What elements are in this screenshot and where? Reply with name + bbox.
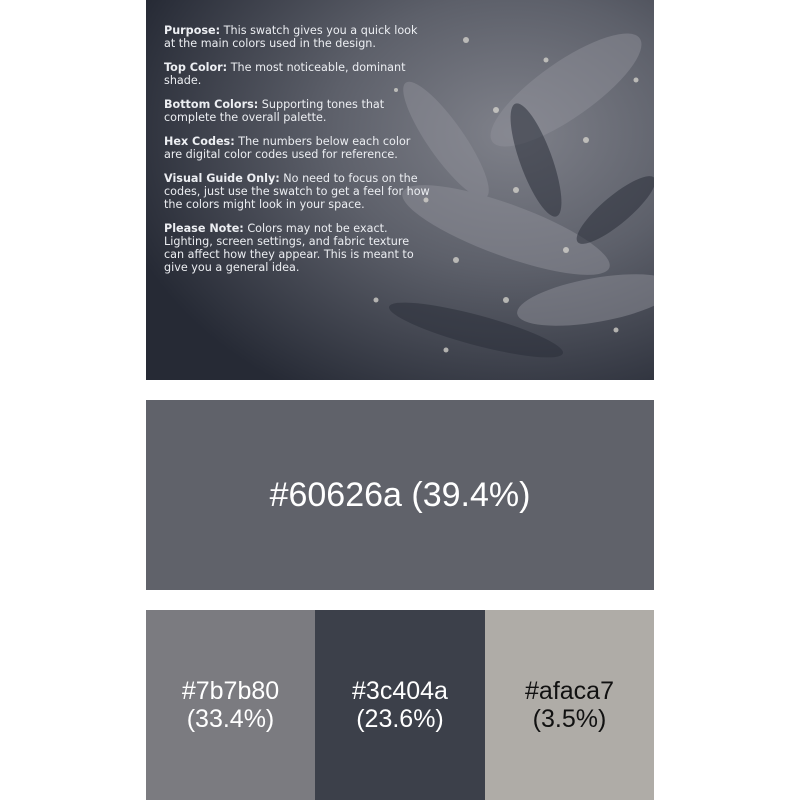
rug-texture-panel [146, 0, 654, 380]
note-purpose: Purpose: This swatch gives you a quick look at the main colors used in the design. [164, 24, 418, 50]
color-code: #afaca7 [525, 677, 614, 705]
note-hex-codes: Hex Codes: The numbers below each color are digital color codes used for reference. [164, 135, 411, 161]
color-percent: (3.5%) [532, 705, 607, 733]
swatch-info-notes [164, 24, 432, 285]
bottom-color-swatch-2 [315, 610, 485, 800]
color-percent: (23.6%) [356, 705, 444, 733]
color-percent: (33.4%) [186, 705, 275, 733]
note-top-color: Top Color: The most noticeable, dominant shade. [164, 61, 406, 87]
bottom-color-swatch-3 [485, 610, 654, 800]
note-bottom-colors: Bottom Colors: Supporting tones that complete the overall palette. [164, 98, 385, 124]
top-color-label: #60626a (39.4%) [269, 475, 531, 514]
top-color-swatch [146, 400, 654, 590]
note-visual-guide: Visual Guide Only: No need to focus on the codes, just use the swatch to get a feel for how the colors might look in your space. [164, 172, 430, 211]
bottom-color-swatch-1 [146, 610, 315, 800]
note-please-note: Please Note: Colors may not be exact. Lighting, screen settings, and fabric texture can affect how they appear. This is meant to give you a general idea. [164, 222, 414, 274]
color-code: #3c404a [352, 677, 448, 705]
color-code: #7b7b80 [181, 677, 280, 705]
